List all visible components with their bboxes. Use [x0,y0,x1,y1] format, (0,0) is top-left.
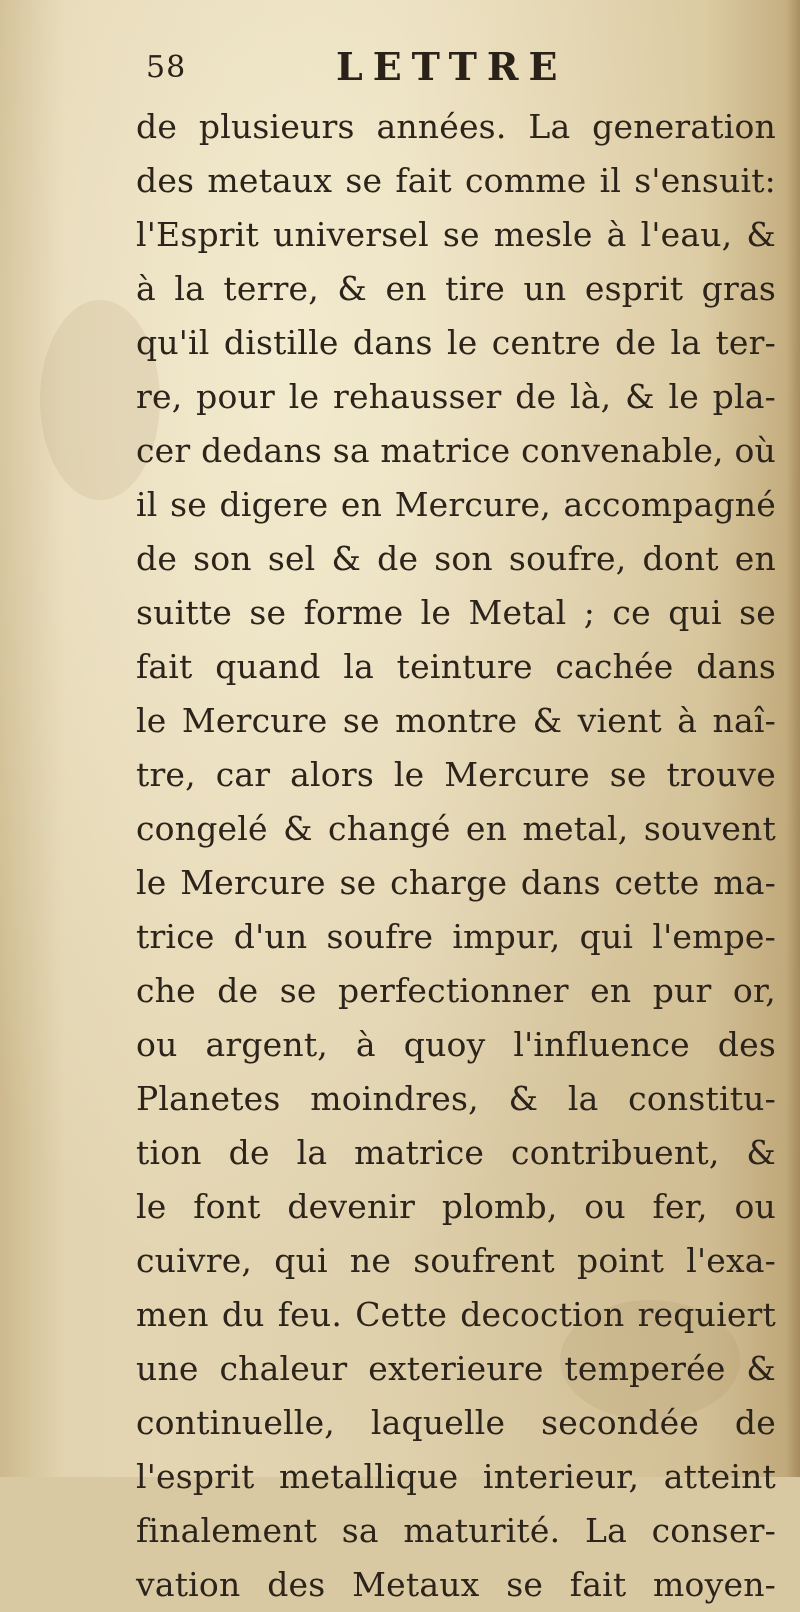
page-number: 58 [146,50,187,85]
text-line: suitte se forme le Metal ; ce qui se [136,593,776,632]
text-line: Planetes moindres, & la constitu- [136,1079,776,1118]
text-line: de plusieurs années. La generation [136,107,776,146]
text-line: finalement sa maturité. La conser- [136,1511,776,1550]
text-line: une chaleur exterieure temperée & [136,1349,776,1388]
text-line: des metaux se fait comme il s'ensuit: [136,161,776,200]
text-line: l'Esprit universel se mesle à l'eau, & [136,215,776,254]
text-line: tre, car alors le Mercure se trouve [136,755,776,794]
text-line: trice d'un soufre impur, qui l'empe- [136,917,776,956]
running-head: LETTRE [336,44,568,89]
text-line: cuivre, qui ne soufrent point l'exa- [136,1241,776,1280]
text-line: l'esprit metallique interieur, atteint [136,1457,776,1496]
page-header [146,44,606,104]
body-text [136,100,776,1612]
text-line: men du feu. Cette decoction requiert [136,1295,776,1334]
text-line: le font devenir plomb, ou fer, ou [136,1187,776,1226]
text-line: de son sel & de son soufre, dont en [136,539,776,578]
text-line: tion de la matrice contribuent, & [136,1133,776,1172]
text-line: cer dedans sa matrice convenable, où [136,431,776,470]
text-line: che de se perfectionner en pur or, [136,971,776,1010]
text-line: qu'il distille dans le centre de la ter- [136,323,776,362]
text-line: le Mercure se montre & vient à naî- [136,701,776,740]
text-line: fait quand la teinture cachée dans [136,647,776,686]
text-line: vation des Metaux se fait moyen- [136,1565,776,1604]
text-line: re, pour le rehausser de là, & le pla- [136,377,776,416]
text-line: ou argent, à quoy l'influence des [136,1025,776,1064]
text-line: continuelle, laquelle secondée de [136,1403,776,1442]
text-line: il se digere en Mercure, accompagné [136,485,776,524]
text-line: à la terre, & en tire un esprit gras [136,269,776,308]
text-line: congelé & changé en metal, souvent [136,809,776,848]
text-line: le Mercure se charge dans cette ma- [136,863,776,902]
